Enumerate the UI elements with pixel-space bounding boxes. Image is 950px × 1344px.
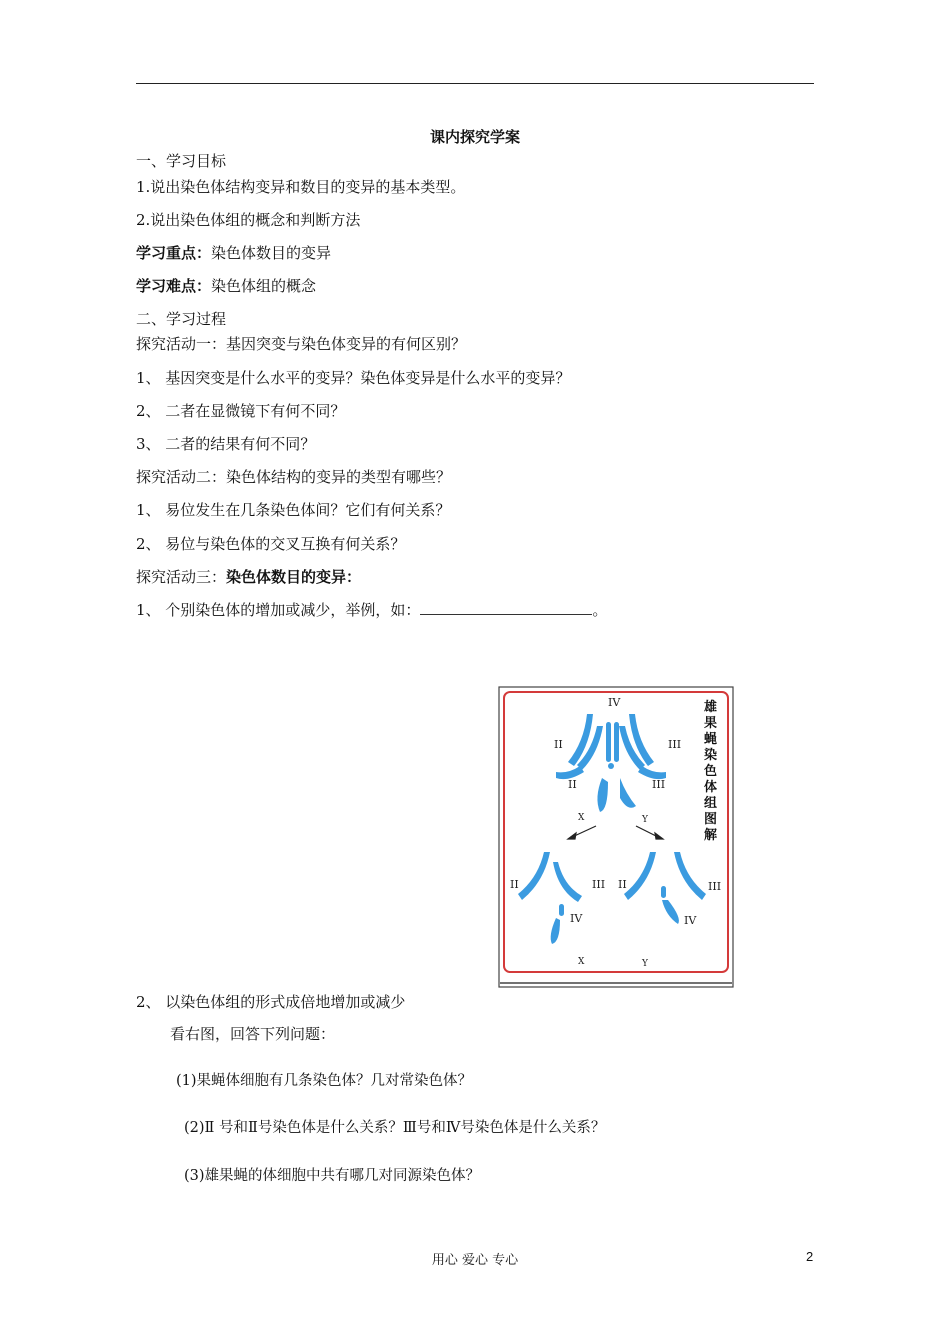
- activity1-item-2: 2、 二者在显微镜下有何不同？: [136, 402, 346, 420]
- question-3: (3)雄果蝇的体细胞中共有哪几对同源染色体？: [184, 1168, 481, 1184]
- label-iii-bl: III: [592, 878, 606, 891]
- activity2-label: 探究活动二：: [136, 468, 227, 486]
- goal-2: 2.说出染色体组的概念和判断方法: [136, 211, 361, 229]
- focus-text: 染色体数目的变异: [211, 244, 332, 262]
- page-title: 课内探究学案: [429, 128, 520, 146]
- header-rule: [136, 83, 814, 84]
- label-ii-left: II: [554, 738, 563, 751]
- label-y-bottom: Y: [642, 959, 648, 969]
- activity1-line: [136, 334, 466, 354]
- difficulty-label: 学习难点：: [136, 277, 212, 295]
- gamete-x-iv: [559, 904, 564, 916]
- label-ii-inner: II: [568, 778, 577, 791]
- focus-label: 学习重点：: [136, 244, 212, 262]
- fruit-fly-chromosome-figure: [498, 686, 734, 988]
- figure-caption: 雄果蝇染色体组图解: [704, 700, 718, 843]
- focus-line: [136, 243, 331, 263]
- gamete-y-iv: [661, 886, 666, 898]
- activity3-item1-suffix: 。: [592, 601, 608, 619]
- goal-1: 1.说出染色体结构变异和数目的变异的基本类型。: [136, 178, 466, 196]
- activity2-question: 染色体结构的变异的类型有哪些？: [226, 468, 452, 486]
- chromosome-iv-a: [606, 722, 611, 762]
- question-2: (2)Ⅱ 号和Ⅱ号染色体是什么关系？Ⅲ号和Ⅳ号染色体是什么关系？: [184, 1120, 606, 1136]
- difficulty-text: 染色体组的概念: [211, 277, 317, 295]
- centromere-dot: [608, 763, 614, 769]
- activity3-question: 染色体数目的变异：: [226, 568, 362, 586]
- activity1-label: 探究活动一：: [136, 335, 227, 353]
- label-iv-br: IV: [684, 914, 697, 927]
- activity1-item-3: 3、 二者的结果有何不同？: [136, 435, 316, 453]
- section2-heading: 二、学习过程: [136, 310, 227, 328]
- section1-heading: 一、学习目标: [136, 152, 227, 170]
- page-number: 2: [806, 1249, 814, 1264]
- label-y-top: Y: [642, 815, 648, 825]
- answer-blank[interactable]: [420, 600, 592, 615]
- activity1-item-1: 1、 基因突变是什么水平的变异？染色体变异是什么水平的变异？: [136, 369, 571, 387]
- label-iii-right: III: [668, 738, 682, 751]
- activity1-question: 基因突变与染色体变异的有何区别？: [226, 335, 467, 353]
- question-1: (1)果蝇体细胞有几条染色体？几对常染色体？: [176, 1073, 473, 1089]
- label-iii-br: III: [708, 880, 722, 893]
- figure-instruction: 看右图，回答下列问题：: [170, 1025, 336, 1043]
- label-iv-top: IV: [608, 696, 621, 709]
- label-iv-bl: IV: [570, 912, 583, 925]
- chromosome-iv-b: [614, 722, 619, 762]
- difficulty-line: [136, 276, 316, 296]
- label-x-top: X: [578, 813, 585, 823]
- activity3-label: 探究活动三：: [136, 568, 227, 586]
- label-x-bottom: X: [578, 957, 585, 967]
- footer-text: 用心 爱心 专心: [431, 1253, 519, 1268]
- activity2-line: [136, 467, 451, 487]
- label-ii-br: II: [618, 878, 627, 891]
- activity2-item-2: 2、 易位与染色体的交叉互换有何关系？: [136, 535, 406, 553]
- activity3-item1-prefix: 1、 个别染色体的增加或减少，举例，如：: [136, 601, 421, 619]
- label-ii-bl: II: [510, 878, 519, 891]
- activity3-item-1: [136, 600, 607, 620]
- label-iii-inner: III: [652, 778, 666, 791]
- activity3-item-2: 2、 以染色体组的形式成倍地增加或减少: [136, 993, 406, 1011]
- activity3-line: [136, 567, 361, 587]
- activity2-item-1: 1、 易位发生在几条染色体间？它们有何关系？: [136, 501, 451, 519]
